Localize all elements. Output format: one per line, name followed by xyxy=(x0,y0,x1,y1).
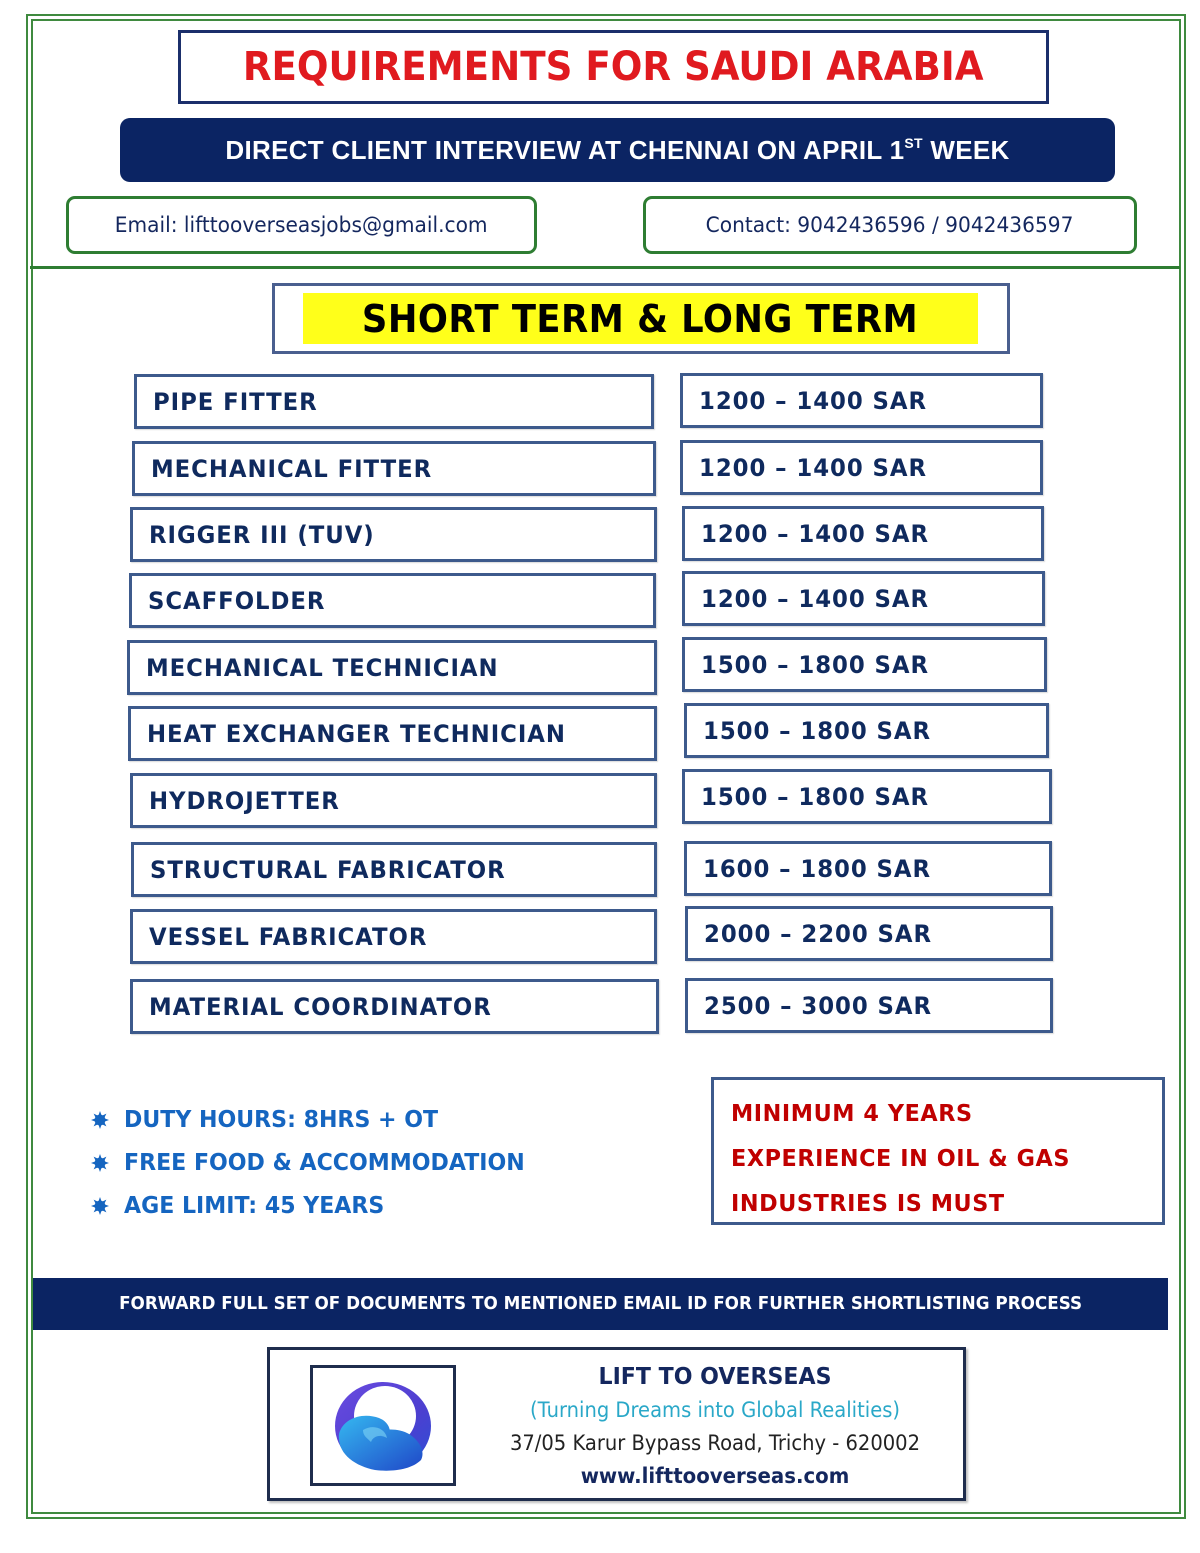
salary-range: 1500 – 1800 SAR xyxy=(701,650,929,679)
salary-cell xyxy=(682,506,1044,561)
job-title: VESSEL FABRICATOR xyxy=(149,922,428,951)
company-name: LIFT TO OVERSEAS xyxy=(598,1364,832,1390)
job-title: HEAT EXCHANGER TECHNICIAN xyxy=(147,719,566,748)
experience-line: INDUSTRIES IS MUST xyxy=(731,1191,1005,1217)
salary-range: 1500 – 1800 SAR xyxy=(701,782,929,811)
job-title-cell xyxy=(130,773,657,828)
perk-item xyxy=(90,1107,451,1133)
phone-numbers[interactable]: Contact: 9042436596 / 9042436597 xyxy=(706,213,1074,237)
job-title-cell xyxy=(130,979,659,1034)
job-title-cell xyxy=(127,640,657,695)
interview-banner-text xyxy=(225,135,1009,166)
perk-item xyxy=(90,1193,395,1219)
salary-cell xyxy=(680,373,1043,428)
job-title: SCAFFOLDER xyxy=(148,586,326,615)
page-title: REQUIREMENTS FOR SAUDI ARABIA xyxy=(243,44,984,90)
job-title: MATERIAL COORDINATOR xyxy=(149,992,492,1021)
job-title: RIGGER III (TUV) xyxy=(149,520,375,549)
documents-banner-text: FORWARD FULL SET OF DOCUMENTS TO MENTIONED EMAIL ID FOR FURTHER SHORTLISTING PROCESS xyxy=(118,1294,1083,1314)
term-heading-highlight xyxy=(303,293,978,344)
company-website-link[interactable]: www.lifttooverseas.com xyxy=(580,1464,850,1488)
salary-cell xyxy=(685,906,1053,961)
job-title: MECHANICAL FITTER xyxy=(151,454,433,483)
salary-range: 1200 – 1400 SAR xyxy=(701,519,929,548)
company-info xyxy=(470,1360,960,1493)
title-box xyxy=(178,30,1049,104)
starburst-bullet-icon xyxy=(90,1153,110,1173)
experience-line: MINIMUM 4 YEARS xyxy=(731,1101,973,1127)
salary-range: 1200 – 1400 SAR xyxy=(699,386,927,415)
salary-cell xyxy=(680,440,1043,495)
email-box xyxy=(66,196,537,254)
job-title: MECHANICAL TECHNICIAN xyxy=(146,653,499,682)
documents-banner xyxy=(33,1278,1168,1330)
starburst-bullet-icon xyxy=(90,1110,110,1130)
salary-range: 1200 – 1400 SAR xyxy=(701,584,929,613)
job-title: PIPE FITTER xyxy=(153,387,318,416)
salary-cell xyxy=(682,769,1052,824)
term-heading: SHORT TERM & LONG TERM xyxy=(362,296,919,341)
starburst-bullet-icon xyxy=(90,1196,110,1216)
salary-range: 2000 – 2200 SAR xyxy=(704,919,932,948)
salary-cell xyxy=(682,571,1045,626)
salary-cell xyxy=(684,703,1049,758)
company-tagline: (Turning Dreams into Global Realities) xyxy=(529,1398,901,1422)
banner-main-text: DIRECT CLIENT INTERVIEW AT CHENNAI ON APRIL 1 xyxy=(225,134,905,165)
contact-box xyxy=(643,196,1137,254)
wave-circle-logo-icon xyxy=(329,1378,437,1474)
perk-text: FREE FOOD & ACCOMMODATION xyxy=(124,1150,525,1176)
email-link[interactable]: Email: lifttooverseasjobs@gmail.com xyxy=(115,213,488,237)
banner-superscript: ST xyxy=(904,134,923,151)
salary-cell xyxy=(685,978,1053,1033)
experience-requirement-box xyxy=(711,1077,1165,1225)
section-divider xyxy=(30,266,1180,269)
interview-banner xyxy=(120,118,1115,182)
job-title-cell xyxy=(128,706,657,761)
experience-line: EXPERIENCE IN OIL & GAS xyxy=(731,1146,1071,1172)
perk-item xyxy=(90,1150,541,1176)
job-title-cell xyxy=(132,441,656,496)
company-logo xyxy=(310,1365,456,1486)
job-title: HYDROJETTER xyxy=(149,786,340,815)
job-title-cell xyxy=(134,374,654,429)
perk-text: DUTY HOURS: 8HRS + OT xyxy=(124,1107,439,1133)
job-title: STRUCTURAL FABRICATOR xyxy=(150,855,506,884)
job-title-cell xyxy=(130,909,657,964)
salary-range: 2500 – 3000 SAR xyxy=(704,991,932,1020)
job-title-cell xyxy=(129,573,656,628)
salary-cell xyxy=(684,841,1052,896)
perk-text: AGE LIMIT: 45 YEARS xyxy=(124,1193,385,1219)
salary-range: 1200 – 1400 SAR xyxy=(699,453,927,482)
company-address: 37/05 Karur Bypass Road, Trichy - 620002 xyxy=(509,1431,921,1455)
salary-range: 1600 – 1800 SAR xyxy=(703,854,931,883)
salary-cell xyxy=(682,637,1047,692)
job-title-cell xyxy=(130,507,657,562)
job-title-cell xyxy=(131,842,657,897)
banner-suffix-text: WEEK xyxy=(922,134,1010,165)
salary-range: 1500 – 1800 SAR xyxy=(703,716,931,745)
